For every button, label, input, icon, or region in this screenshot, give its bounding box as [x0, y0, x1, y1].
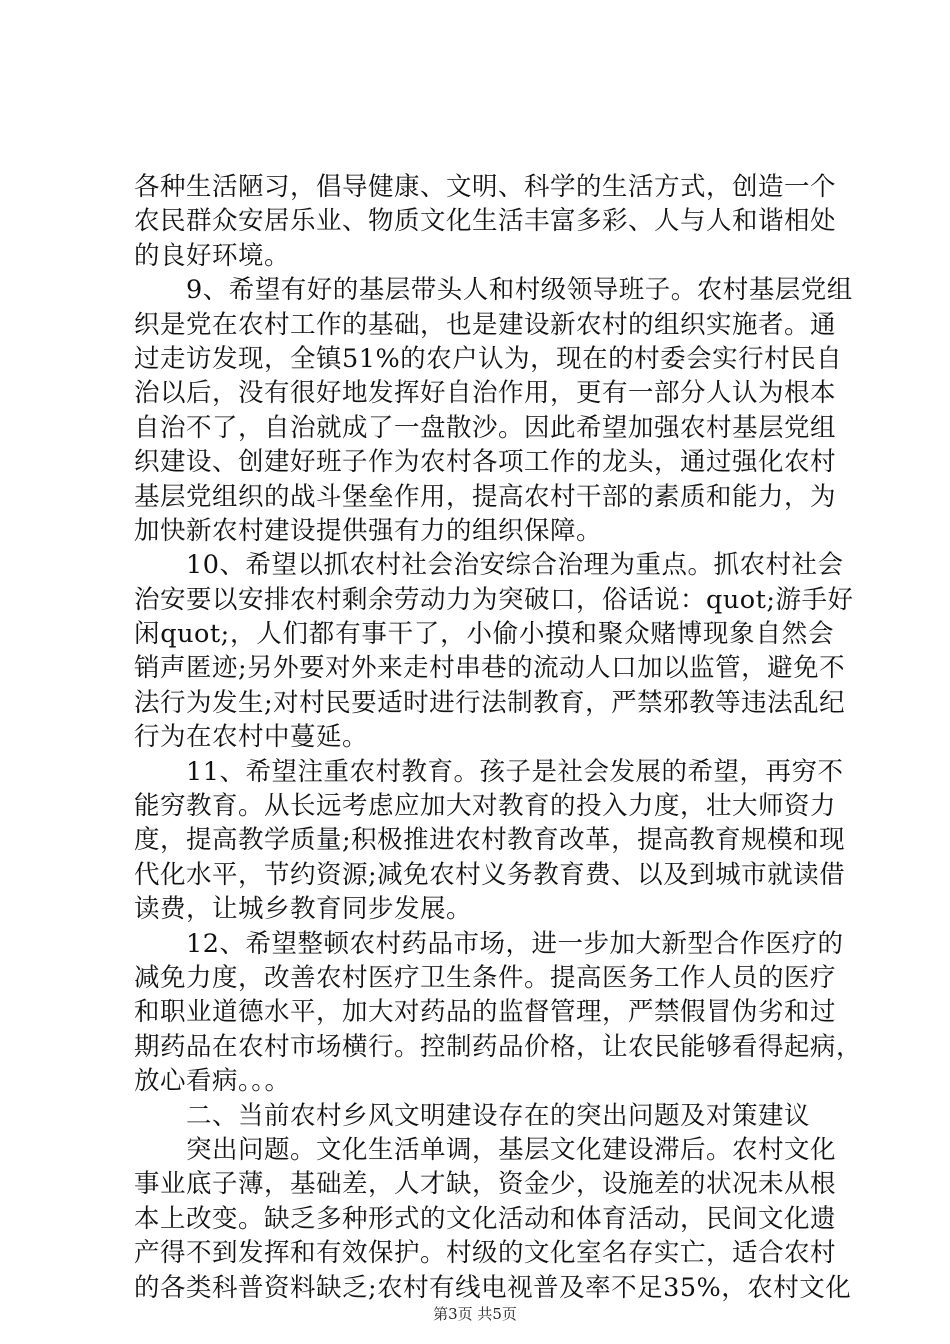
text-line: 的良好环境。 — [134, 240, 291, 271]
text-line: 行为在农村中蔓延。 — [134, 722, 369, 753]
text-line: 治安要以安排农村剩余劳动力为突破口，俗话说：quot;游手好 — [134, 584, 854, 615]
text-line: 基层党组织的战斗堡垒作用，提高农村干部的素质和能力，为 — [134, 481, 837, 512]
text-line: 自治不了，自治就成了一盘散沙。因此希望加强农村基层党组 — [134, 412, 837, 443]
text-line: 过走访发现，全镇51%的农户认为，现在的村委会实行村民自 — [134, 343, 843, 374]
text-line: 能穷教育。从长远考虑应加大对教育的投入力度，壮大师资力 — [134, 791, 837, 822]
text-line: 11、希望注重农村教育。孩子是社会发展的希望，再穷不 — [186, 756, 844, 787]
text-line: 10、希望以抓农村社会治安综合治理为重点。抓农村社会 — [186, 550, 844, 581]
text-line: 事业底子薄，基础差，人才缺，资金少，设施差的状况未从根 — [134, 1169, 837, 1200]
document-body — [134, 170, 863, 1305]
text-line: 加快新农村建设提供强有力的组织保障。 — [134, 515, 603, 546]
text-line: 本上改变。缺乏多种形式的文化活动和体育活动，民间文化遗 — [134, 1203, 837, 1234]
text-line: 农民群众安居乐业、物质文化生活丰富多彩、人与人和谐相处 — [134, 206, 837, 237]
text-line: 12、希望整顿农村药品市场，进一步加大新型合作医疗的 — [186, 928, 844, 959]
page-number-footer: 第3页 共5页 — [433, 1305, 517, 1323]
text-line: 放心看病。。。 — [134, 1066, 291, 1097]
text-line: 产得不到发挥和有效保护。村级的文化室名存实亡，适合农村 — [134, 1238, 837, 1269]
text-line: 法行为发生;对村民要适时进行法制教育，严禁邪教等违法乱纪 — [134, 687, 846, 718]
text-line: 的各类科普资料缺乏;农村有线电视普及率不足35%，农村文化 — [134, 1272, 852, 1303]
text-line: 期药品在农村市场横行。控制药品价格，让农民能够看得起病， — [134, 1031, 863, 1062]
text-line: 减免力度，改善农村医疗卫生条件。提高医务工作人员的医疗 — [134, 962, 837, 993]
text-line: 织是党在农村工作的基础，也是建设新农村的组织实施者。通 — [134, 309, 837, 340]
text-line: 各种生活陋习，倡导健康、文明、科学的生活方式，创造一个 — [134, 172, 837, 202]
text-line: 销声匿迹;另外要对外来走村串巷的流动人口加以监管，避免不 — [134, 653, 846, 684]
text-line: 织建设、创建好班子作为农村各项工作的龙头，通过强化农村 — [134, 447, 837, 478]
text-line: 度，提高教学质量;积极推进农村教育改革，提高教育规模和现 — [134, 825, 846, 856]
text-line: 突出问题。文化生活单调，基层文化建设滞后。农村文化 — [186, 1134, 837, 1165]
text-line: 读费，让城乡教育同步发展。 — [134, 894, 473, 925]
text-line: 代化水平，节约资源;减免农村义务教育费、以及到城市就读借 — [134, 859, 846, 890]
section-heading: 二、当前农村乡风文明建设存在的突出问题及对策建议 — [186, 1100, 811, 1131]
text-line: 闲quot;，人们都有事干了，小偷小摸和聚众赌博现象自然会 — [134, 619, 834, 650]
text-line: 和职业道德水平，加大对药品的监督管理，严禁假冒伪劣和过 — [134, 997, 837, 1028]
text-line: 治以后，没有很好地发挥好自治作用，更有一部分人认为根本 — [134, 378, 837, 409]
text-line: 9、希望有好的基层带头人和村级领导班子。农村基层党组 — [186, 275, 853, 306]
